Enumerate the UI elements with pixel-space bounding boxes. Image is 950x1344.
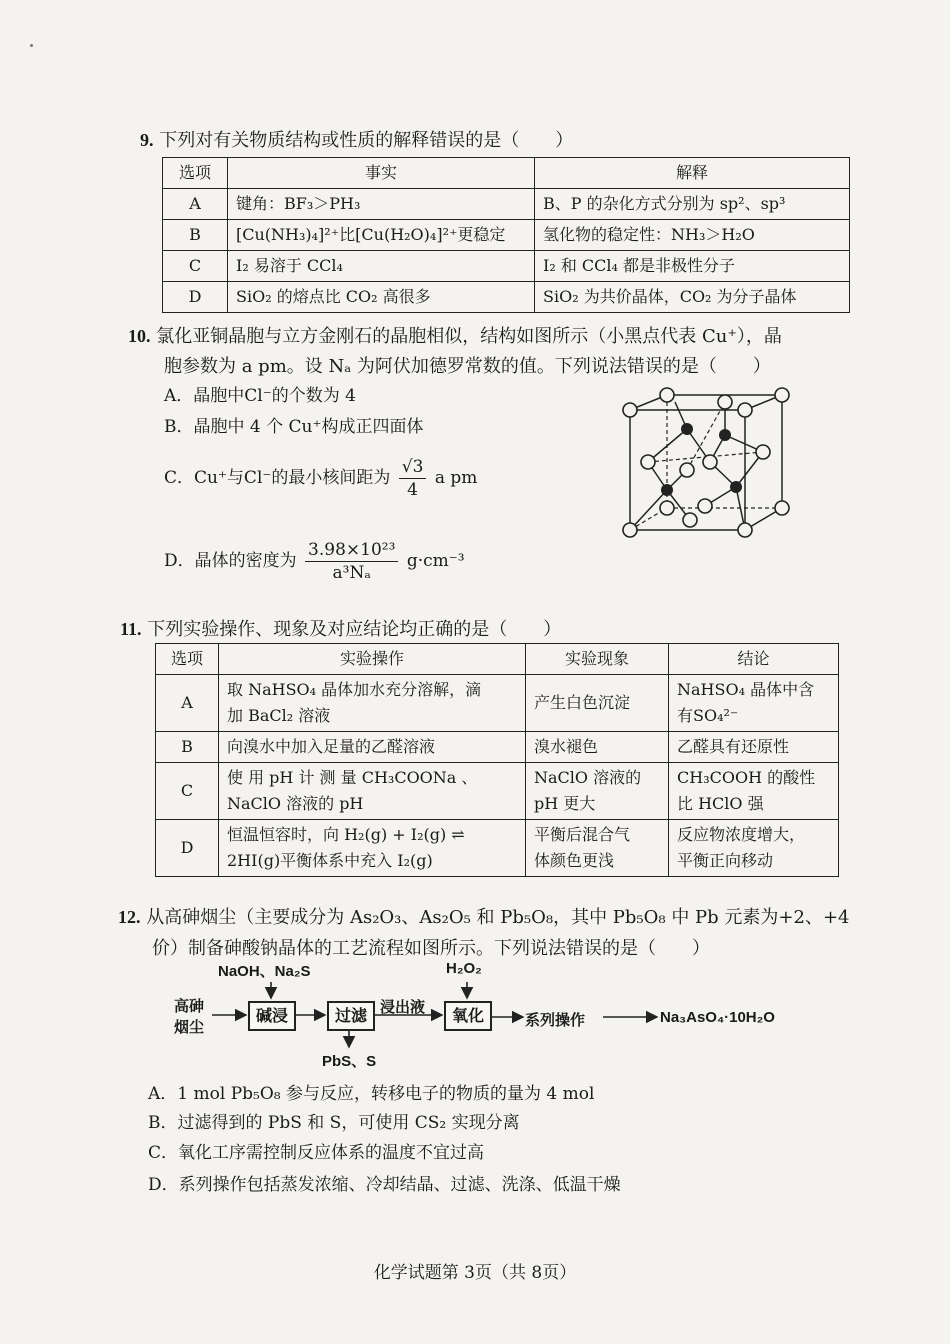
q10-option-c-numerator: √3 (399, 456, 427, 479)
flow-source-line2: 烟尘 (174, 1019, 205, 1036)
q10-option-d-text: D．晶体的密度为 (164, 551, 297, 571)
q11-row-d-operation-line1: 恒温恒容时，向 H₂(g) + I₂(g) ⇌ (227, 825, 465, 844)
q12-stem-text-1: 从高砷烟尘（主要成分为 As₂O₃、As₂O₅ 和 Pb₅O₈，其中 Pb₅O₈ 中 Pb 元素为+2、+4 (146, 907, 850, 928)
q11-row-c-option: C (156, 763, 219, 820)
q11-row-a-option: A (156, 675, 219, 732)
q11-row-c-conclusion-line2: 比 HClO 强 (677, 794, 764, 813)
q11-header-phenomenon: 实验现象 (526, 644, 669, 675)
q9-row-c-fact: I₂ 易溶于 CCl₄ (228, 251, 535, 282)
q9-row-d-option: D (163, 282, 228, 313)
flow-step-series-operations: 系列操作 (525, 1012, 586, 1029)
q11-header-operation: 实验操作 (219, 644, 526, 675)
q10-option-b: B．晶胞中 4 个 Cu⁺构成正四面体 (164, 417, 424, 437)
q11-row-b-phenomenon: 溴水褪色 (526, 732, 669, 763)
q10-option-d-unit: g·cm⁻³ (406, 551, 465, 571)
q9-row-d-explanation: SiO₂ 为共价晶体，CO₂ 为分子晶体 (535, 282, 850, 313)
q11-row-b-conclusion: 乙醛具有还原性 (669, 732, 839, 763)
q11-row-d-conclusion-line1: 反应物浓度增大， (677, 825, 806, 844)
q11-header-option: 选项 (156, 644, 219, 675)
q10-option-c-unit: a pm (434, 468, 478, 488)
q10-stem-text-1: 氯化亚铜晶胞与立方金刚石的晶胞相似，结构如图所示（小黑点代表 Cu⁺），晶 (156, 326, 782, 347)
q11-row-a-conclusion-line1: NaHSO₄ 晶体中含 (677, 680, 815, 699)
q12-stem-line2: 价）制备砷酸钠晶体的工艺流程如图所示。下列说法错误的是（ ） (152, 938, 710, 959)
q9-header-explanation: 解释 (535, 158, 850, 189)
q12-option-c: C．氧化工序需控制反应体系的温度不宜过高 (148, 1143, 485, 1163)
q11-row-a-conclusion-line2: 有SO₄²⁻ (677, 706, 739, 725)
q11-row-c-conclusion-line1: CH₃COOH 的酸性 (677, 768, 816, 787)
q9-row-c-option: C (163, 251, 228, 282)
flow-source-line1: 高砷 (174, 998, 205, 1015)
q9-row-a-explanation: B、P 的杂化方式分别为 sp²、sp³ (535, 189, 850, 220)
flow-reagent-h2o2: H₂O₂ (446, 960, 482, 977)
q11-header-conclusion: 结论 (669, 644, 839, 675)
q11-row-d-option: D (156, 820, 219, 877)
q11-row-b-option: B (156, 732, 219, 763)
flow-step-oxidize: 氧化 (444, 1001, 492, 1031)
q11-row-c-operation-line1: 使 用 pH 计 测 量 CH₃COONa 、 (227, 768, 478, 787)
q11-row-a-operation-line1: 取 NaHSO₄ 晶体加水充分溶解，滴 (227, 680, 482, 699)
q11-row-d-phenomenon-line2: 体颜色更浅 (534, 851, 615, 870)
q11-row-b-operation: 向溴水中加入足量的乙醛溶液 (219, 732, 526, 763)
q11-row-d-operation-line2: 2HI(g)平衡体系中充入 I₂(g) (227, 851, 433, 870)
q11-row-d-phenomenon-line1: 平衡后混合气 (534, 825, 631, 844)
q12-option-d: D．系列操作包括蒸发浓缩、冷却结晶、过滤、洗涤、低温干燥 (148, 1175, 621, 1195)
q10-option-d-numerator: 3.98×10²³ (305, 539, 398, 562)
q12-number: 12. (118, 907, 141, 927)
q11-row-c-phenomenon-line2: pH 更大 (534, 794, 596, 813)
flow-byproduct: PbS、S (322, 1053, 377, 1070)
flow-step-alkaline-leach: 碱浸 (248, 1001, 296, 1031)
q10-option-a: A．晶胞中Cl⁻的个数为 4 (164, 386, 356, 406)
flow-reagent-naoh-na2s: NaOH、Na₂S (218, 963, 311, 980)
q10-option-c-denominator: 4 (407, 480, 418, 500)
q9-row-c-explanation: I₂ 和 CCl₄ 都是非极性分子 (535, 251, 850, 282)
q10-option-c-text: C．Cu⁺与Cl⁻的最小核间距为 (164, 468, 391, 488)
q9-row-d-fact: SiO₂ 的熔点比 CO₂ 高很多 (228, 282, 535, 313)
q10-option-d-denominator: a³Nₐ (332, 563, 371, 583)
q9-row-b-fact: [Cu(NH₃)₄]²⁺比[Cu(H₂O)₄]²⁺更稳定 (228, 220, 535, 251)
q9-row-a-fact: 键角：BF₃＞PH₃ (228, 189, 535, 220)
q9-header-option: 选项 (163, 158, 228, 189)
page-footer: 化学试题第 3页（共 8页） (373, 1263, 577, 1283)
q11-row-a-phenomenon: 产生白色沉淀 (526, 675, 669, 732)
flow-product: Na₃AsO₄·10H₂O (660, 1009, 775, 1026)
q10-number: 10. (128, 326, 151, 346)
q11-stem-text: 下列实验操作、现象及对应结论均正确的是（ ） (147, 619, 562, 640)
q11-number: 11. (120, 619, 142, 639)
q9-row-a-option: A (163, 189, 228, 220)
q11-row-a-operation-line2: 加 BaCl₂ 溶液 (227, 706, 331, 725)
q9-row-b-option: B (163, 220, 228, 251)
q12-option-b: B．过滤得到的 PbS 和 S，可使用 CS₂ 实现分离 (148, 1113, 520, 1133)
q11-row-c-operation-line2: NaClO 溶液的 pH (227, 794, 364, 813)
flow-step-filter: 过滤 (327, 1001, 375, 1031)
q9-row-b-explanation: 氢化物的稳定性：NH₃＞H₂O (535, 220, 850, 251)
q9-stem-text: 下列对有关物质结构或性质的解释错误的是（ ） (159, 130, 574, 151)
q9-number: 9. (140, 130, 154, 150)
q11-row-c-phenomenon-line1: NaClO 溶液的 (534, 768, 642, 787)
flow-filtrate-label: 浸出液 (380, 999, 426, 1016)
q11-row-d-conclusion-line2: 平衡正向移动 (677, 851, 774, 870)
q9-header-fact: 事实 (228, 158, 535, 189)
q12-option-a: A．1 mol Pb₅O₈ 参与反应，转移电子的物质的量为 4 mol (148, 1084, 595, 1104)
q10-stem-line2: 胞参数为 a pm。设 Nₐ 为阿伏加德罗常数的值。下列说法错误的是（ ） (164, 356, 771, 377)
